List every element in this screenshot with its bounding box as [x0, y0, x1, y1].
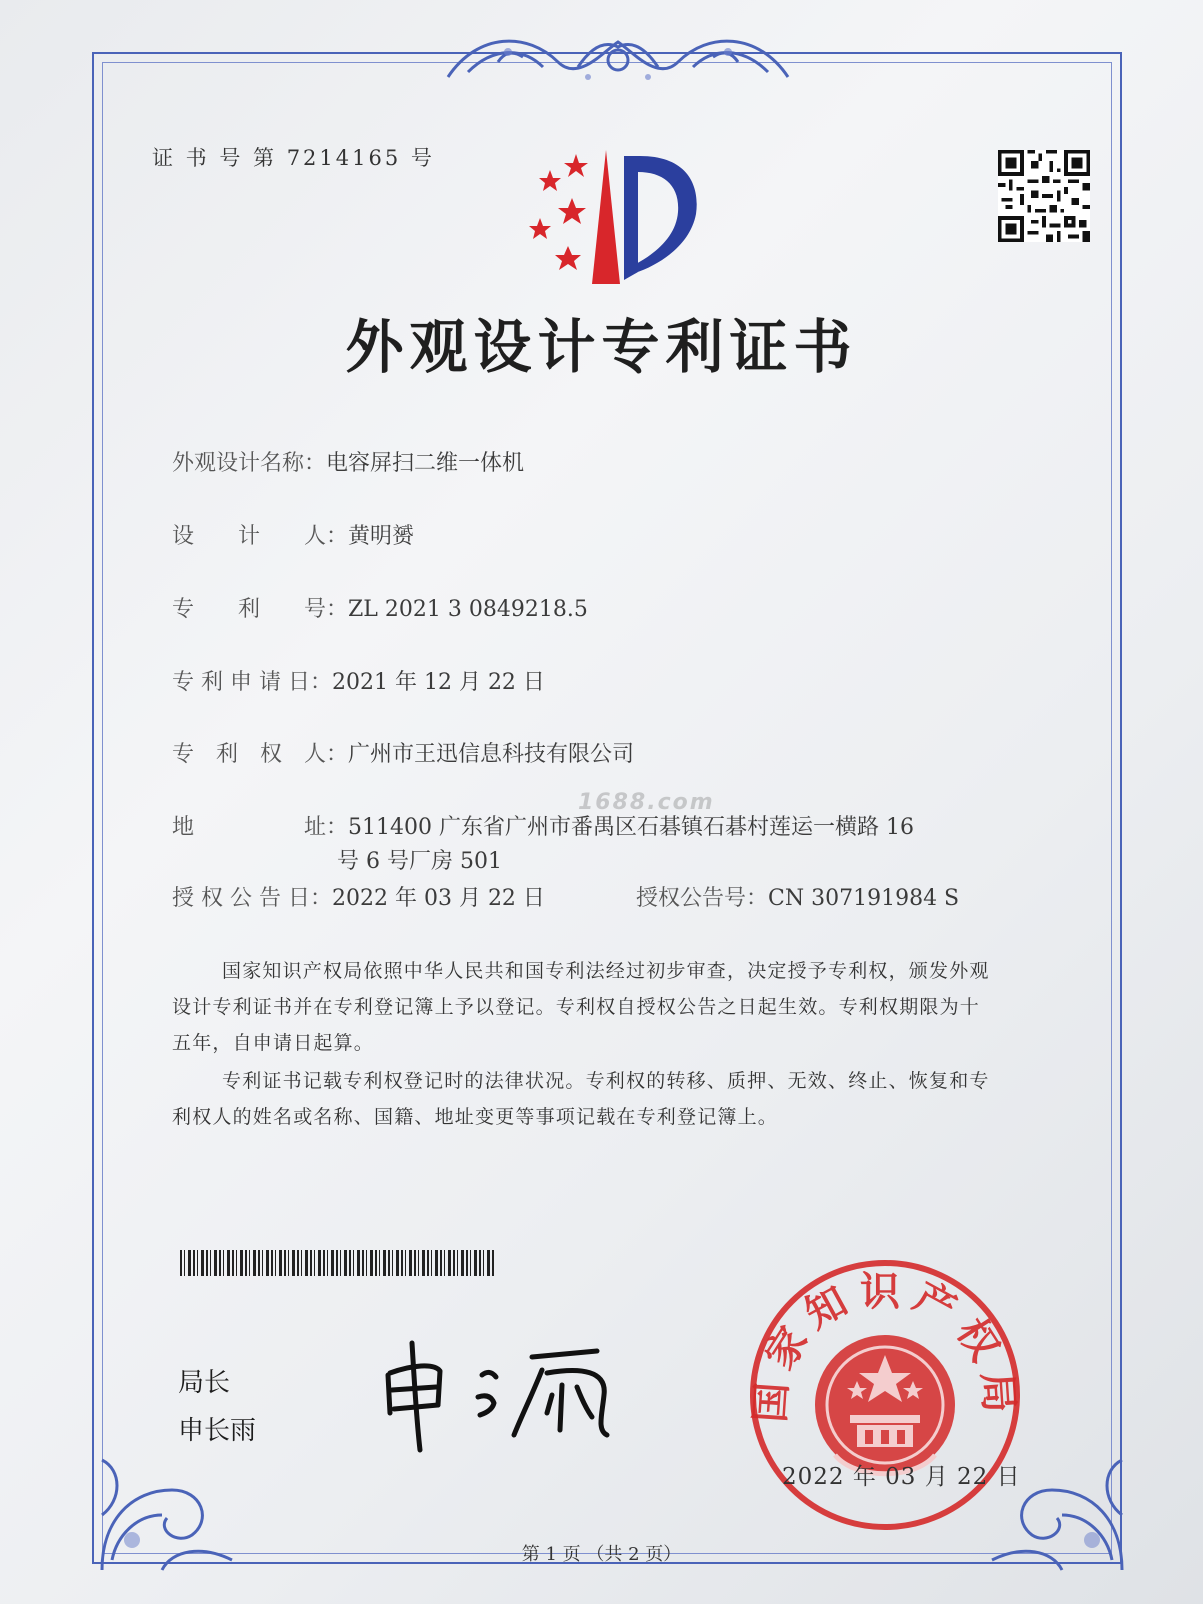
patentee-label: 专 利 权 人：: [172, 742, 349, 767]
address-row: [172, 810, 914, 841]
address-label: 地 址：: [172, 815, 349, 840]
patentee-value: 广州市王迅信息科技有限公司: [348, 742, 635, 767]
design-name-row: [172, 446, 524, 477]
paragraph-1: [172, 953, 1102, 1061]
address-line-2: 号 6 号厂房 501: [337, 849, 502, 874]
filing-date-label: 专 利 申 请 日：: [172, 670, 332, 695]
top-dragon-ornament-icon: [438, 22, 798, 92]
patent-number-value: ZL 2021 3 0849218.5: [348, 597, 588, 622]
seal-date: 2022 年 03 月 22 日: [782, 1464, 1021, 1490]
grant-date-value: 2022 年 03 月 22 日: [331, 886, 545, 911]
page-number: 第 1 页 （共 2 页）: [521, 1544, 682, 1565]
seal-text: 国家知识产权局: [747, 1268, 1023, 1424]
designer-value: 黄明赟: [348, 524, 415, 549]
paragraph-2: [172, 1063, 1102, 1135]
design-name-label: 外观设计名称：: [172, 451, 327, 476]
watermark-text: 1688.com: [578, 790, 715, 815]
filing-date-value: 2021 年 12 月 22 日: [331, 670, 545, 695]
patent-number-row: [172, 592, 588, 623]
patentee-row: [172, 737, 634, 768]
design-name-value: 电容屏扫二维一体机: [326, 451, 525, 476]
grant-number-value: CN 307191984 S: [768, 886, 960, 911]
address-line-1: 511400 广东省广州市番禺区石碁镇石碁村莲运一横路 16: [348, 815, 914, 840]
paragraph-1-line-2: 设计专利证书并在专利登记簿上予以登记。专利权自授权公告之日起生效。专利权期限为十: [172, 996, 981, 1018]
signatory-title: 局长: [178, 1368, 231, 1398]
grant-number-row: [636, 881, 959, 912]
signatory-name: 申长雨: [178, 1416, 257, 1446]
patent-number-label: 专 利 号：: [172, 597, 349, 622]
cnipa-logo-icon: [528, 146, 708, 288]
certificate-title: 外观设计专利证书: [345, 313, 858, 381]
certificate-number: 证 书 号 第 7214165 号: [152, 146, 435, 170]
designer-row: [172, 519, 414, 550]
paragraph-2-line-1: 专利证书记载专利权登记时的法律状况。专利权的转移、质押、无效、终止、恢复和专: [222, 1070, 990, 1092]
filing-date-row: [172, 665, 545, 696]
grant-number-label: 授权公告号：: [636, 886, 769, 911]
grant-date-label: 授 权 公 告 日：: [172, 886, 332, 911]
barcode-icon: [180, 1250, 495, 1276]
official-seal: [745, 1255, 1025, 1535]
qr-code-icon: [998, 150, 1090, 242]
handwritten-signature: [382, 1335, 652, 1455]
designer-label: 设 计 人：: [172, 524, 349, 549]
paragraph-1-line-1: 国家知识产权局依照中华人民共和国专利法经过初步审查，决定授予专利权，颁发外观: [222, 960, 990, 982]
paragraph-1-line-3: 五年，自申请日起算。: [172, 1032, 375, 1054]
paragraph-2-line-2: 利权人的姓名或名称、国籍、地址变更等事项记载在专利登记簿上。: [172, 1106, 779, 1128]
grant-date-row: [172, 881, 545, 912]
